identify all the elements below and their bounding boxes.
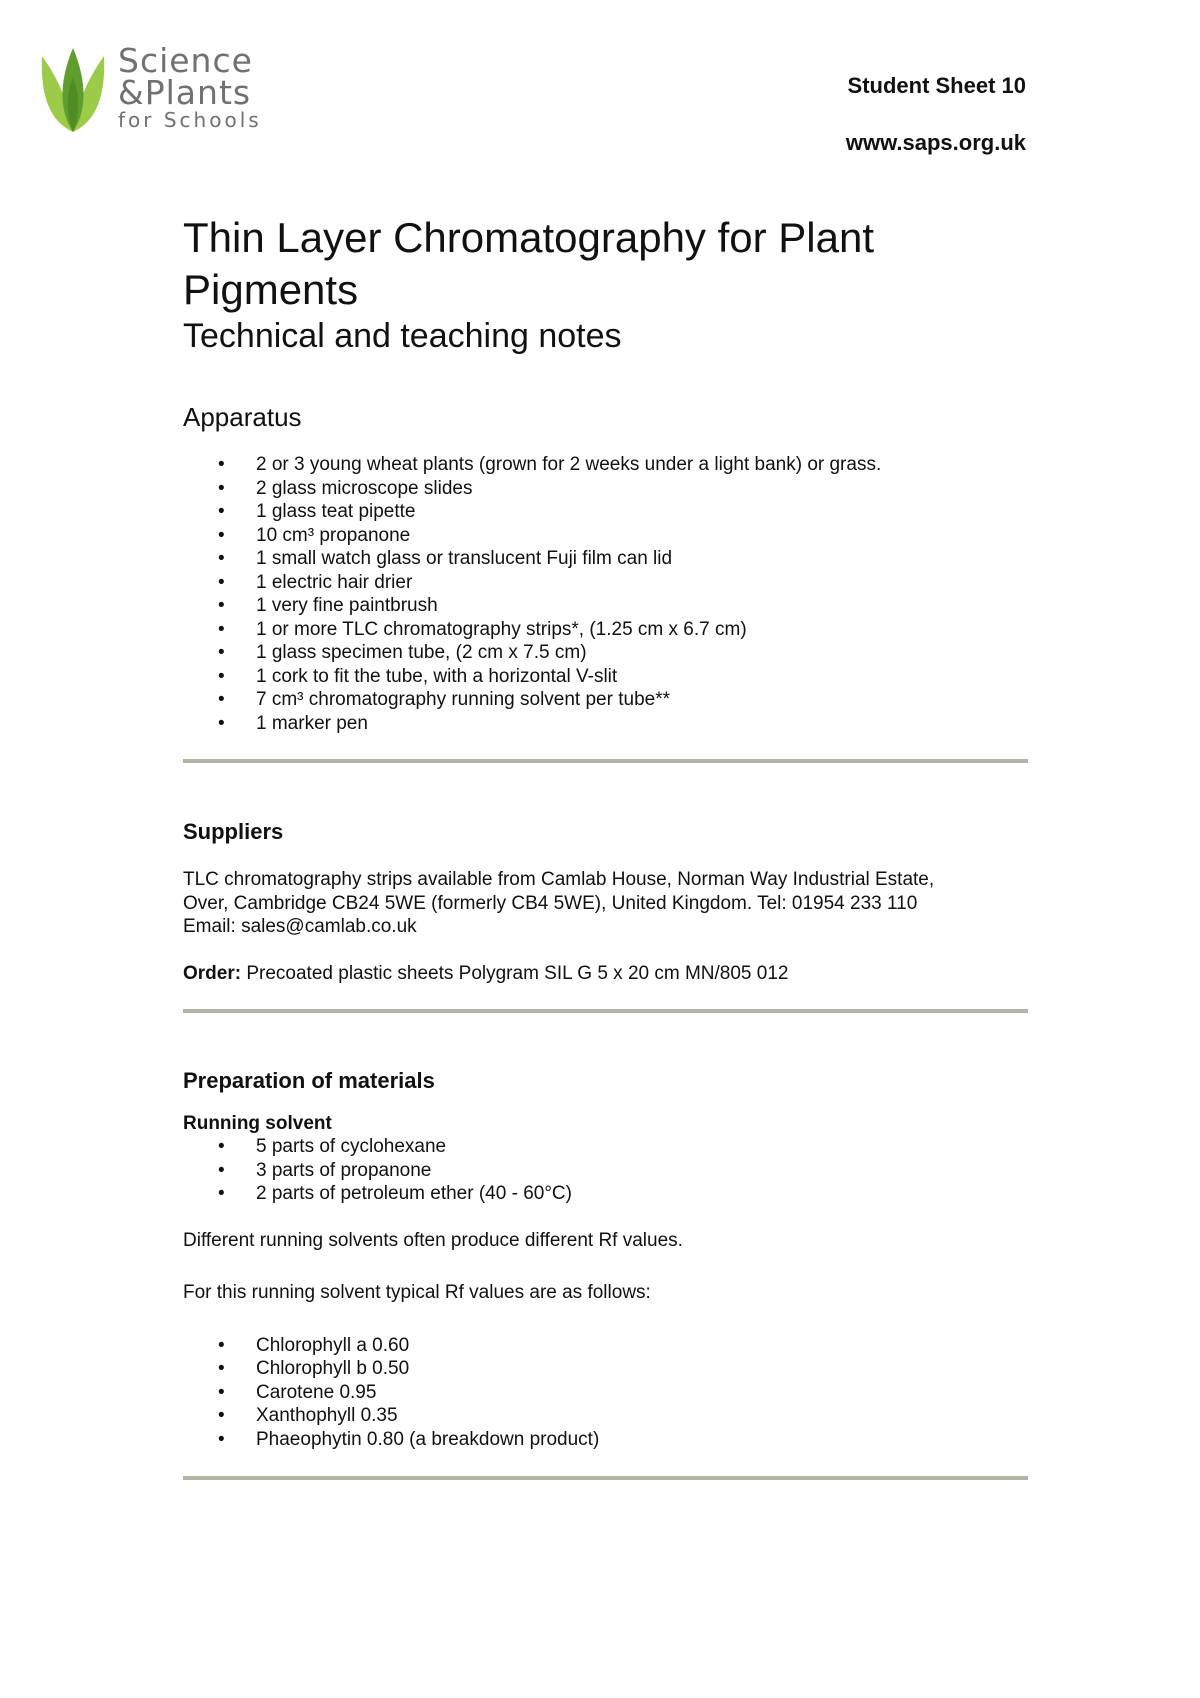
supplier-address-line: TLC chromatography strips available from Camlab House, Norman Way Industrial Estate, — [183, 869, 935, 890]
order-text: Precoated plastic sheets Polygram SIL G 5 x 20 cm MN/805 012 — [241, 962, 789, 984]
apparatus-heading: Apparatus — [183, 402, 302, 432]
apparatus-item: • 1 very fine paintbrush — [183, 594, 1028, 618]
solvent-item: • 5 parts of cyclohexane — [183, 1135, 1028, 1159]
rf-value-item: • Chlorophyll b 0.50 — [183, 1357, 1028, 1381]
rf-value-item: • Xanthophyll 0.35 — [183, 1404, 1028, 1428]
section-divider — [183, 1476, 1028, 1480]
rf-value-item: • Phaeophytin 0.80 (a breakdown product) — [183, 1428, 1028, 1452]
apparatus-item: • 7 cm³ chromatography running solvent per tube** — [183, 688, 1028, 712]
suppliers-heading: Suppliers — [183, 819, 284, 844]
document-subtitle: Technical and teaching notes — [183, 317, 622, 355]
section-divider — [183, 759, 1028, 763]
apparatus-item: • 10 cm³ propanone — [183, 524, 1028, 548]
rf-value-item: • Chlorophyll a 0.60 — [183, 1334, 1028, 1358]
apparatus-item: • 2 glass microscope slides — [183, 477, 1028, 501]
logo-text-plants: &Plants — [118, 73, 252, 112]
preparation-heading: Preparation of materials — [183, 1068, 435, 1093]
apparatus-item: • 1 glass specimen tube, (2 cm x 7.5 cm) — [183, 641, 1028, 665]
apparatus-list — [183, 453, 1028, 735]
solvent-item: • 3 parts of propanone — [183, 1159, 1028, 1183]
order-line — [183, 962, 1028, 986]
apparatus-item: • 1 small watch glass or translucent Fuji film can lid — [183, 547, 1028, 571]
suppliers-address — [183, 868, 1028, 939]
solvent-item: • 2 parts of petroleum ether (40 - 60°C) — [183, 1182, 1028, 1206]
running-solvent-heading: Running solvent — [183, 1113, 332, 1134]
sheet-label: Student Sheet 10 — [847, 73, 1026, 98]
apparatus-item: • 1 electric hair drier — [183, 571, 1028, 595]
solvent-note: Different running solvents often produce different Rf values. — [183, 1229, 683, 1251]
section-divider — [183, 1009, 1028, 1013]
rf-intro: For this running solvent typical Rf values are as follows: — [183, 1282, 651, 1303]
document-title: Thin Layer Chromatography for Plant Pigments — [183, 214, 875, 313]
logo-text-science: Science — [118, 41, 253, 80]
running-solvent-list — [183, 1135, 1028, 1206]
supplier-address-line: Over, Cambridge CB24 5WE (formerly CB4 5WE), United Kingdom. Tel: 01954 233 110 — [183, 892, 918, 914]
logo-wordmark — [118, 41, 262, 132]
apparatus-item: • 1 or more TLC chromatography strips*, (1.25 cm x 6.7 cm) — [183, 618, 1028, 642]
apparatus-item: • 1 marker pen — [183, 712, 1028, 736]
supplier-address-line: Email: sales@camlab.co.uk — [183, 916, 417, 937]
saps-logo — [38, 41, 278, 134]
rf-values-list — [183, 1334, 1028, 1452]
apparatus-item: • 2 or 3 young wheat plants (grown for 2 weeks under a light bank) or grass. — [183, 453, 1028, 477]
leaf-logo-icon — [38, 48, 108, 134]
rf-value-item: • Carotene 0.95 — [183, 1381, 1028, 1405]
logo-text-for-schools: for Schools — [118, 108, 262, 132]
order-label: Order: — [183, 962, 242, 984]
site-url[interactable]: www.saps.org.uk — [845, 130, 1026, 155]
apparatus-item: • 1 cork to fit the tube, with a horizontal V-slit — [183, 665, 1028, 689]
apparatus-item: • 1 glass teat pipette — [183, 500, 1028, 524]
document-body — [183, 212, 1028, 1480]
